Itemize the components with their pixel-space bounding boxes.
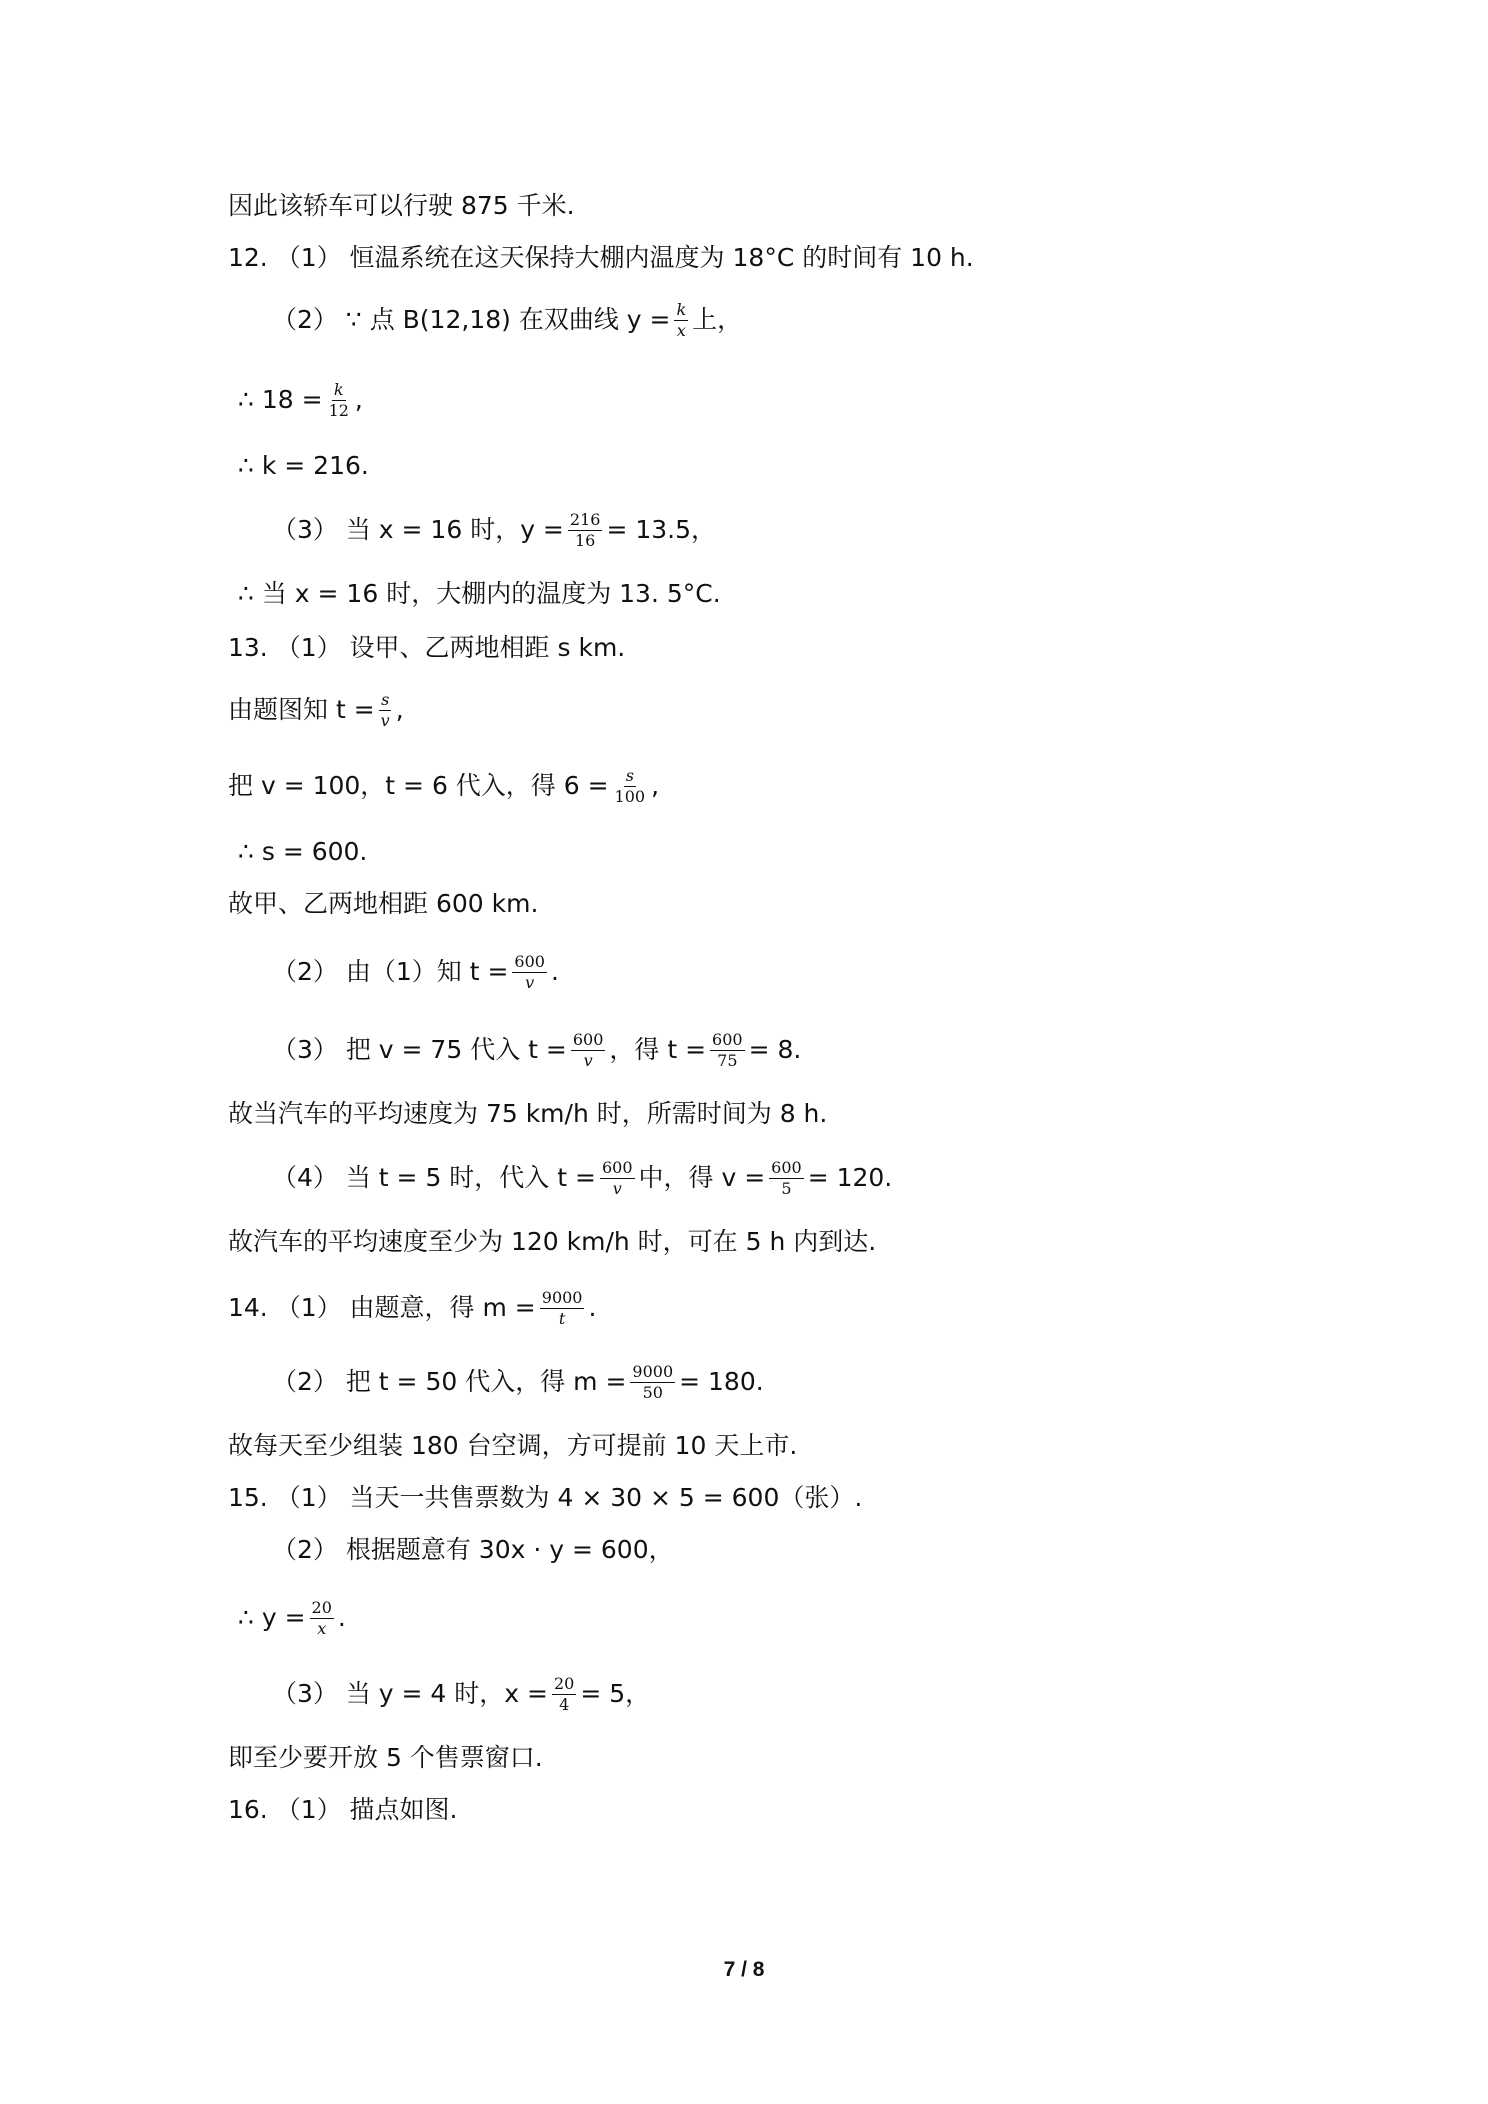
text-line-q12-3b bbox=[238, 570, 721, 618]
fraction-denominator: v bbox=[612, 1178, 622, 1198]
fraction-s-over-100 bbox=[613, 765, 648, 806]
text-line-01 bbox=[228, 182, 575, 230]
fraction-denominator: 4 bbox=[559, 1694, 570, 1714]
fraction-k-over-x bbox=[674, 299, 688, 340]
text-04a: ∴ 18 = bbox=[238, 385, 323, 414]
fraction-numerator: 20 bbox=[311, 1597, 332, 1617]
fraction-9000-over-t bbox=[540, 1287, 585, 1328]
fraction-numerator: s bbox=[625, 765, 634, 785]
text-18a: 14. （1） 由题意，得 m = bbox=[228, 1293, 536, 1322]
fraction-9000-over-50 bbox=[630, 1361, 675, 1402]
text-24b: = 5， bbox=[580, 1679, 651, 1708]
text-line-q14-2b bbox=[228, 1422, 797, 1470]
text-06b: = 13.5， bbox=[606, 515, 716, 544]
text-12: 故甲、乙两地相距 600 km. bbox=[228, 889, 539, 918]
text-14b: ，得 t = bbox=[609, 1035, 707, 1064]
text-17: 故汽车的平均速度至少为 120 km/h 时，可在 5 h 内到达. bbox=[228, 1227, 877, 1256]
text-line-q12-1 bbox=[228, 234, 974, 282]
text-line-q13-3 bbox=[272, 1026, 801, 1074]
text-line-q13-1e bbox=[228, 880, 538, 928]
text-line-q13-1b bbox=[228, 686, 404, 734]
text-line-q13-4 bbox=[272, 1154, 892, 1202]
text-line-q12-2b bbox=[238, 376, 363, 424]
text-line-q15-1 bbox=[228, 1474, 862, 1522]
text-line-q13-1c bbox=[228, 762, 659, 810]
text-09a: 由题图知 t = bbox=[228, 695, 375, 724]
text-23b: . bbox=[337, 1603, 346, 1632]
text-15: 故当汽车的平均速度为 75 km/h 时，所需时间为 8 h. bbox=[228, 1099, 828, 1128]
text-02: 12. （1） 恒温系统在这天保持大棚内温度为 18°C 的时间有 10 h. bbox=[228, 243, 974, 272]
fraction-600-over-v bbox=[600, 1157, 635, 1198]
fraction-numerator: 600 bbox=[712, 1029, 743, 1049]
fraction-20-over-4 bbox=[552, 1673, 576, 1714]
text-line-q15-3 bbox=[272, 1670, 650, 1718]
text-13a: （2） 由（1）知 t = bbox=[272, 957, 509, 986]
fraction-numerator: 600 bbox=[572, 1029, 604, 1049]
fraction-600-over-v bbox=[512, 951, 547, 992]
fraction-numerator: 216 bbox=[569, 509, 601, 529]
text-line-q12-2 bbox=[272, 296, 742, 344]
text-19b: = 180. bbox=[679, 1367, 764, 1396]
text-line-q13-1d bbox=[238, 828, 367, 876]
text-07: ∴ 当 x = 16 时，大棚内的温度为 13. 5°C. bbox=[238, 579, 721, 608]
fraction-numerator: k bbox=[676, 299, 687, 319]
text-18b: . bbox=[588, 1293, 597, 1322]
text-16a: （4） 当 t = 5 时，代入 t = bbox=[272, 1163, 596, 1192]
text-10a: 把 v = 100，t = 6 代入，得 6 = bbox=[228, 771, 609, 800]
fraction-600-over-v bbox=[571, 1029, 606, 1070]
fraction-numerator: 9000 bbox=[541, 1287, 583, 1307]
fraction-denominator: x bbox=[676, 320, 686, 340]
text-23a: ∴ y = bbox=[238, 1603, 306, 1632]
text-05: ∴ k = 216. bbox=[238, 451, 369, 480]
text-line-q12-2c bbox=[238, 442, 369, 490]
text-line-q13-2 bbox=[272, 948, 559, 996]
fraction-denominator: 100 bbox=[614, 786, 646, 806]
text-16c: = 120. bbox=[807, 1163, 893, 1192]
text-line-q13-4b bbox=[228, 1218, 876, 1266]
fraction-600-over-75 bbox=[710, 1029, 745, 1070]
text-line-q12-3 bbox=[272, 506, 716, 554]
fraction-numerator: 9000 bbox=[632, 1361, 674, 1381]
text-01: 因此该轿车可以行驶 875 千米. bbox=[228, 191, 575, 220]
text-06a: （3） 当 x = 16 时，y = bbox=[272, 515, 564, 544]
fraction-denominator: v bbox=[380, 710, 390, 730]
text-04b: , bbox=[354, 385, 363, 414]
text-line-q13-1 bbox=[228, 624, 625, 672]
fraction-denominator: 75 bbox=[717, 1050, 738, 1070]
text-16b: 中，得 v = bbox=[638, 1163, 766, 1192]
fraction-numerator: k bbox=[333, 379, 344, 399]
fraction-denominator: 50 bbox=[642, 1382, 663, 1402]
fraction-20-over-x bbox=[310, 1597, 334, 1638]
text-line-q14-2 bbox=[272, 1358, 764, 1406]
fraction-denominator: x bbox=[317, 1618, 327, 1638]
fraction-600-over-5 bbox=[769, 1157, 804, 1198]
fraction-numerator: 600 bbox=[771, 1157, 802, 1177]
text-line-q14-1 bbox=[228, 1284, 596, 1332]
text-13b: . bbox=[550, 957, 559, 986]
text-line-q13-3b bbox=[228, 1090, 827, 1138]
fraction-numerator: s bbox=[381, 689, 390, 709]
fraction-denominator: 16 bbox=[574, 530, 596, 550]
text-20: 故每天至少组装 180 台空调，方可提前 10 天上市. bbox=[228, 1431, 798, 1460]
fraction-denominator: 12 bbox=[328, 400, 349, 420]
fraction-numerator: 600 bbox=[601, 1157, 633, 1177]
fraction-denominator: v bbox=[525, 972, 535, 992]
fraction-k-over-12 bbox=[327, 379, 351, 420]
text-14c: = 8. bbox=[748, 1035, 802, 1064]
text-08: 13. （1） 设甲、乙两地相距 s km. bbox=[228, 633, 626, 662]
page-number: 7 / 8 bbox=[723, 1958, 765, 1981]
text-03b: 上， bbox=[692, 305, 743, 334]
text-26: 16. （1） 描点如图. bbox=[228, 1795, 458, 1824]
text-22: （2） 根据题意有 30x · y = 600， bbox=[272, 1535, 674, 1564]
fraction-denominator: v bbox=[583, 1050, 593, 1070]
fraction-numerator: 600 bbox=[514, 951, 545, 971]
text-line-q15-3b bbox=[228, 1734, 543, 1782]
text-03a: （2） ∵ 点 B(12,18) 在双曲线 y = bbox=[272, 305, 671, 334]
text-11: ∴ s = 600. bbox=[238, 837, 368, 866]
text-21: 15. （1） 当天一共售票数为 4 × 30 × 5 = 600（张）. bbox=[228, 1483, 863, 1512]
fraction-216-over-16 bbox=[568, 509, 603, 550]
fraction-numerator: 20 bbox=[553, 1673, 575, 1693]
text-line-q15-2 bbox=[272, 1526, 674, 1574]
fraction-s-over-v bbox=[379, 689, 392, 730]
text-line-q16-1 bbox=[228, 1786, 458, 1834]
fraction-denominator: 5 bbox=[781, 1178, 792, 1198]
text-24a: （3） 当 y = 4 时，x = bbox=[272, 1679, 548, 1708]
text-line-q15-2b bbox=[238, 1594, 346, 1642]
fraction-denominator: t bbox=[558, 1308, 566, 1328]
text-09b: , bbox=[395, 695, 404, 724]
text-19a: （2） 把 t = 50 代入，得 m = bbox=[272, 1367, 627, 1396]
text-14a: （3） 把 v = 75 代入 t = bbox=[272, 1035, 567, 1064]
text-10b: , bbox=[651, 771, 660, 800]
text-25: 即至少要开放 5 个售票窗口. bbox=[228, 1743, 543, 1772]
